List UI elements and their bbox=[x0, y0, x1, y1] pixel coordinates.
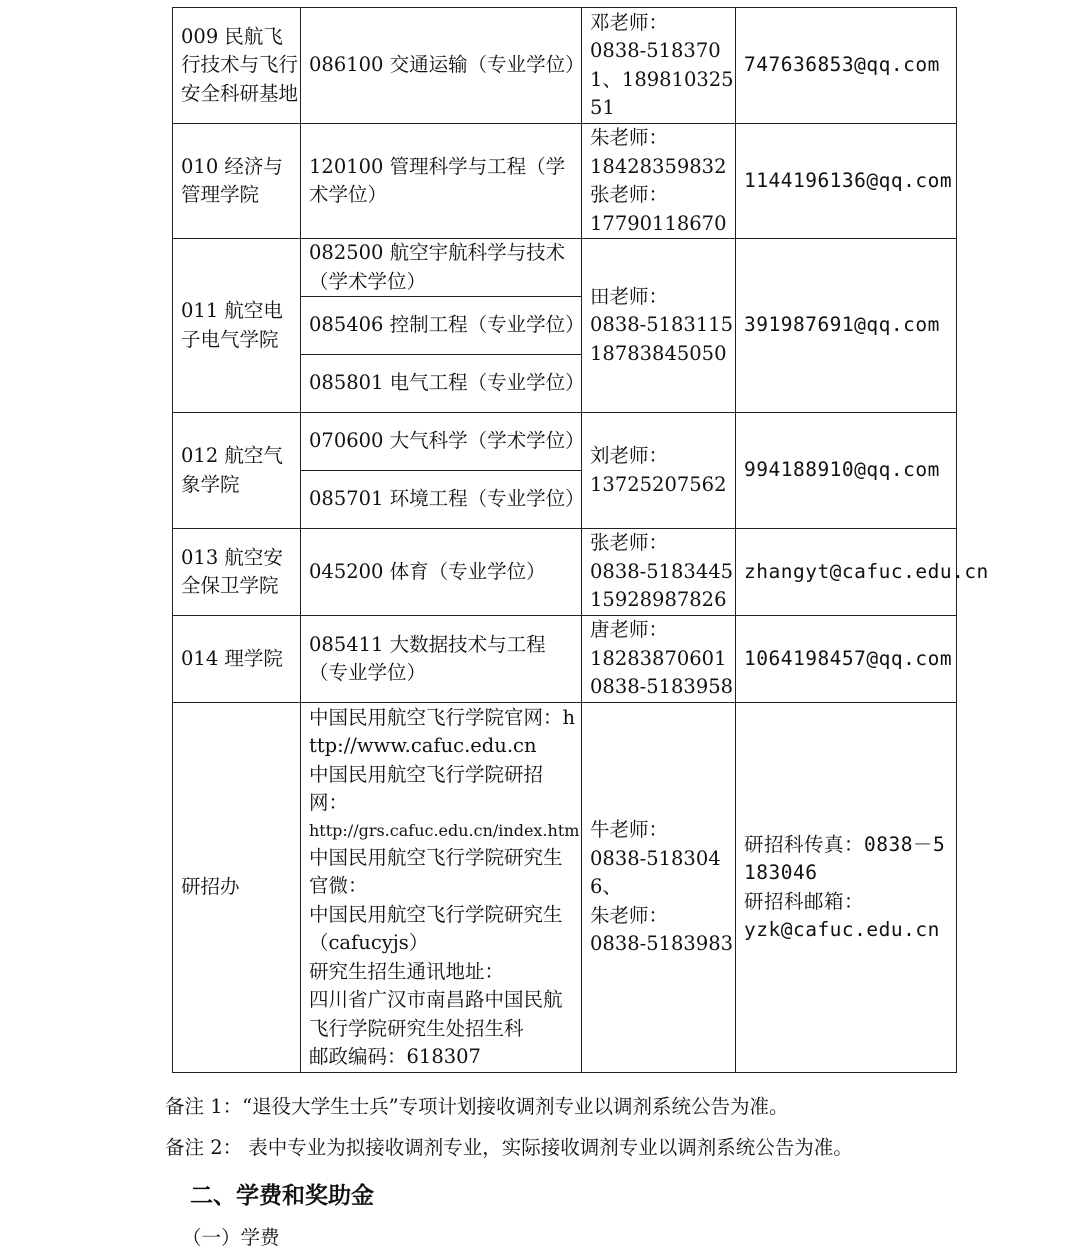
major-cell: 086100 交通运输（专业学位） bbox=[301, 8, 582, 124]
table-row bbox=[173, 239, 957, 297]
email-cell: 1064198457@qq.com bbox=[736, 616, 957, 703]
unit-cell: 014 理学院 bbox=[173, 616, 301, 703]
subsection-title: （一）学费 bbox=[182, 1226, 280, 1249]
contact-cell: 朱老师： 18428359832 张老师： 17790118670 bbox=[582, 124, 736, 239]
unit-cell: 013 航空安全保卫学院 bbox=[173, 529, 301, 616]
table-row bbox=[173, 529, 957, 616]
table-row bbox=[173, 124, 957, 239]
unit-cell: 研招办 bbox=[173, 703, 301, 1073]
major-cell: 120100 管理科学与工程（学术学位） bbox=[301, 124, 582, 239]
contact-cell: 刘老师： 13725207562 bbox=[582, 413, 736, 529]
contact-cell: 田老师： 0838-5183115 18783845050 bbox=[582, 239, 736, 413]
section-title: 二、学费和奖助金 bbox=[190, 1183, 374, 1209]
major-cell: 085411 大数据技术与工程（专业学位） bbox=[301, 616, 582, 703]
email-cell: 1144196136@qq.com bbox=[736, 124, 957, 239]
unit-cell: 012 航空气象学院 bbox=[173, 413, 301, 529]
info-cell: 中国民用航空飞行学院官网：http://www.cafuc.edu.cn 中国民用航空飞行学院研招网： http://grs.cafuc.edu.cn/index.htm 中国民用航空飞行学院研究生官微： 中国民用航空飞行学院研究生（cafucyjs） 研究生招生通讯地址： 四川省广汉市南昌路中国民航飞行学院研究生处招生科 邮政编码：618307 bbox=[301, 703, 582, 1073]
table-row bbox=[173, 8, 957, 124]
table-row bbox=[173, 616, 957, 703]
contact-cell: 牛老师： 0838-5183046、 朱老师： 0838-5183983 bbox=[582, 703, 736, 1073]
major-cell: 085701 环境工程（专业学位） bbox=[301, 471, 582, 529]
major-cell: 085406 控制工程（专业学位） bbox=[301, 297, 582, 355]
major-cell: 082500 航空宇航科学与技术（学术学位） bbox=[301, 239, 582, 297]
office-email-cell: 研招科传真：0838－5183046 研招科邮箱： yzk@cafuc.edu.cn bbox=[736, 703, 957, 1073]
email-cell: 994188910@qq.com bbox=[736, 413, 957, 529]
contact-cell: 唐老师： 18283870601 0838-5183958 bbox=[582, 616, 736, 703]
email-cell: 747636853@qq.com bbox=[736, 8, 957, 124]
major-cell: 070600 大气科学（学术学位） bbox=[301, 413, 582, 471]
email-cell: 391987691@qq.com bbox=[736, 239, 957, 413]
unit-cell: 009 民航飞行技术与飞行安全科研基地 bbox=[173, 8, 301, 124]
email-cell: zhangyt@cafuc.edu.cn bbox=[736, 529, 957, 616]
recruitment-table bbox=[172, 7, 989, 1073]
unit-cell: 010 经济与管理学院 bbox=[173, 124, 301, 239]
major-cell: 045200 体育（专业学位） bbox=[301, 529, 582, 616]
table-row bbox=[173, 413, 957, 471]
contact-cell: 张老师： 0838-5183445 15928987826 bbox=[582, 529, 736, 616]
unit-cell: 011 航空电子电气学院 bbox=[173, 239, 301, 413]
table-row bbox=[173, 703, 957, 1073]
major-cell: 085801 电气工程（专业学位） bbox=[301, 355, 582, 413]
note-2: 备注 2： 表中专业为拟接收调剂专业，实际接收调剂专业以调剂系统公告为准。 bbox=[165, 1136, 853, 1159]
note-1: 备注 1：“退役大学生士兵”专项计划接收调剂专业以调剂系统公告为准。 bbox=[165, 1095, 789, 1118]
contact-cell: 邓老师： 0838-5183701、18981032551 bbox=[582, 8, 736, 124]
